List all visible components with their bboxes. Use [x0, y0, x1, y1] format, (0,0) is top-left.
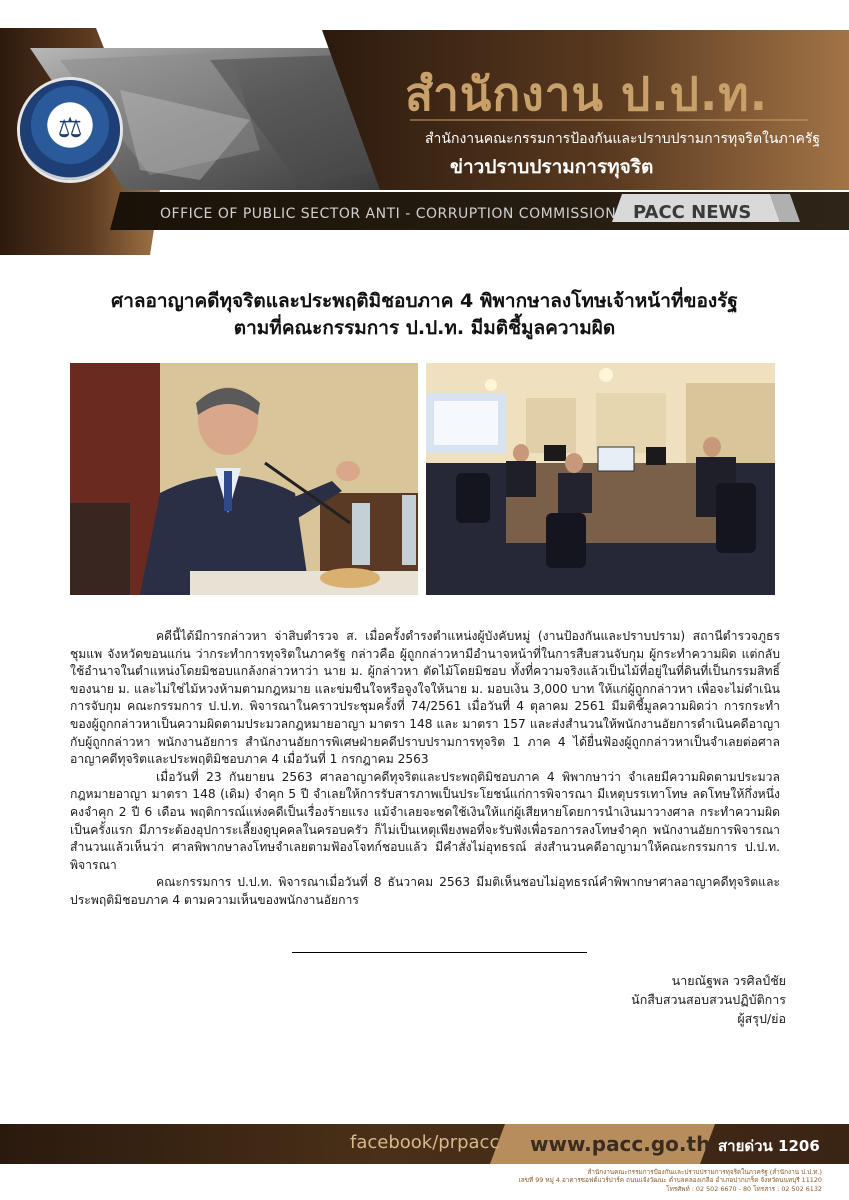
- photo-meeting-room: [426, 363, 775, 595]
- address-line-1: สำนักงานคณะกรรมการป้องกันและปราบปรามการทุจริตในภาครัฐ (สำนักงาน ป.ป.ท.): [587, 1168, 822, 1176]
- paragraph-2: เมื่อวันที่ 23 กันยายน 2563 ศาลอาญาคดีทุจริตและประพฤติมิชอบภาค 4 พิพากษาว่า จำเลยมีความผิดตามประมวลกฎหมายอาญา มาตรา 148 (เดิม) จำคุก 5 ปี จำเลยให้การรับสารภาพเป็นประโยชน์แก่การพิจารณา มีเหตุบรรเทาโทษ ลดโทษให้กึ่งหนึ่ง คงจำคุก 2 ปี 6 เดือน พฤติการณ์แห่งคดีเป็นเรื่องร้ายแรง แม้จำเลยจะชดใช้เงินให้แก่ผู้เสียหายโดยการนำเงินมาวางศาล กระทำความผิดเป็นครั้งแรก มีภาระต้องอุปการะเลี้ยงดูบุคคลในครอบครัว ก็ไม่เป็นเหตุเพียงพอที่จะรับฟังเพื่อรอการลงโทษจำคุก พนักงานอัยการพิจารณาสำนวนแล้วเห็นว่า ศาลพิพากษาลงโทษจำเลยตามฟ้องโจทก์ชอบแล้ว มีคำสั่งไม่อุทธรณ์ ส่งสำนวนคดีอาญามาให้คณะกรรมการ ป.ป.ท. พิจารณา: [70, 769, 780, 872]
- paragraph-1: คดีนี้ได้มีการกล่าวหา จ่าสิบตำรวจ ส. เมื่อครั้งดำรงตำแหน่งผู้บังคับหมู่ (งานป้องกันและปราบปราม) สถานีตำรวจภูธรชุมแพ จังหวัดขอนแก่น ว่ากระทำการทุจริตในภาครัฐ กล่าวคือ ผู้ถูกกล่าวหามีอำนาจหน้าที่ในการสืบสวนจับกุม ผู้กระทำความผิด แต่กลับใช้อำนาจในตำแหน่งโดยมิชอบแกล้งกล่าวหาว่า นาย ม. ผู้กล่าวหา ตัดไม้โดยมิชอบ ทั้งที่ความจริงแล้วเป็นไม้ที่อยู่ในที่ดินที่เป็นกรรมสิทธิ์ของนาย ม. และไม่ใช่ไม้หวงห้ามตามกฎหมาย และข่มขืนใจหรือจูงใจให้นาย ม. มอบเงิน 3,000 บาท ให้แก่ผู้ถูกกล่าวหา เพื่อจะไม่ดำเนินการจับกุม คณะกรรมการ ป.ป.ท. พิจารณาในคราวประชุมครั้งที่ 74/2561 เมื่อวันที่ 4 ตุลาคม 2561 มีมติชี้มูลความผิดว่า การกระทำของผู้ถูกกล่าวหาเป็นความผิดตามประมวลกฎหมายอาญา มาตรา 148 และ มาตรา 157 และส่งสำนวนให้พนักงานอัยการดำเนินคดีอาญากับผู้ถูกกล่าวหา พนักงานอัยการ สำนักงานอัยการพิเศษฝ่ายคดีปราบปรามการทุจริต 1 ภาค 4 ได้ยื่นฟ้องผู้ถูกกล่าวหาเป็นจำเลยต่อศาลอาญาคดีทุจริตและประพฤติมิชอบภาค 4 เมื่อวันที่ 1 กรกฎาคม 2563: [70, 629, 780, 767]
- headline-line-1: ศาลอาญาคดีทุจริตและประพฤติมิชอบภาค 4 พิพากษาลงโทษเจ้าหน้าที่ของรัฐ: [111, 290, 738, 312]
- header-subtitle: สำนักงานคณะกรรมการป้องกันและปราบปรามการทุจริตในภาครัฐ: [425, 131, 821, 147]
- headline-line-2: ตามที่คณะกรรมการ ป.ป.ท. มีมติชี้มูลความผิด: [233, 317, 616, 339]
- address-line-2: เลขที่ 99 หมู่ 4 อาคารซอฟต์แวร์ปาร์ค ถนนแจ้งวัฒนะ ตำบลคลองเกลือ อำเภอปากเกร็ด จังหวัดนนทบุรี 11120: [518, 1176, 822, 1185]
- address-line-3: โทรศัพท์ : 02 502 6670 - 80 โทรสาร : 02 502 6132: [666, 1184, 822, 1193]
- header-title: สำนักงาน ป.ป.ท.: [405, 67, 769, 121]
- header-section: ข่าวปราบปรามการทุจริต: [450, 156, 654, 178]
- signature-role: ผู้สรุป/ย่อ: [737, 1011, 786, 1026]
- footer-facebook[interactable]: facebook/prpacc: [350, 1132, 500, 1153]
- paragraph-3: คณะกรรมการ ป.ป.ท. พิจารณาเมื่อวันที่ 8 ธันวาคม 2563 มีมติเห็นชอบไม่อุทธรณ์คำพิพากษาศาลอาญาคดีทุจริตและประพฤติมิชอบภาค 4 ตามความเห็นของพนักงานอัยการ: [70, 875, 780, 907]
- signature-name: นายณัฐพล วรศิลป์ชัย: [671, 973, 786, 988]
- separator-line: [292, 952, 587, 953]
- signature-block: [560, 971, 786, 1028]
- photo-speaker-illustration: [70, 363, 418, 595]
- headline: [40, 288, 809, 342]
- pacc-logo-emblem: ⚖: [57, 111, 83, 144]
- header-office-en: OFFICE OF PUBLIC SECTOR ANTI - CORRUPTION COMMISSION: [160, 206, 617, 222]
- footer-address: [430, 1168, 822, 1193]
- photo-speaker: [70, 363, 418, 595]
- photo-meeting-illustration: [426, 363, 775, 595]
- footer-hotline: สายด่วน 1206: [718, 1137, 820, 1155]
- signature-position: นักสืบสวนสอบสวนปฏิบัติการ: [631, 992, 786, 1007]
- footer-website[interactable]: www.pacc.go.th: [530, 1132, 711, 1156]
- article-body: [70, 628, 780, 910]
- header-news-tag: PACC NEWS: [633, 202, 752, 223]
